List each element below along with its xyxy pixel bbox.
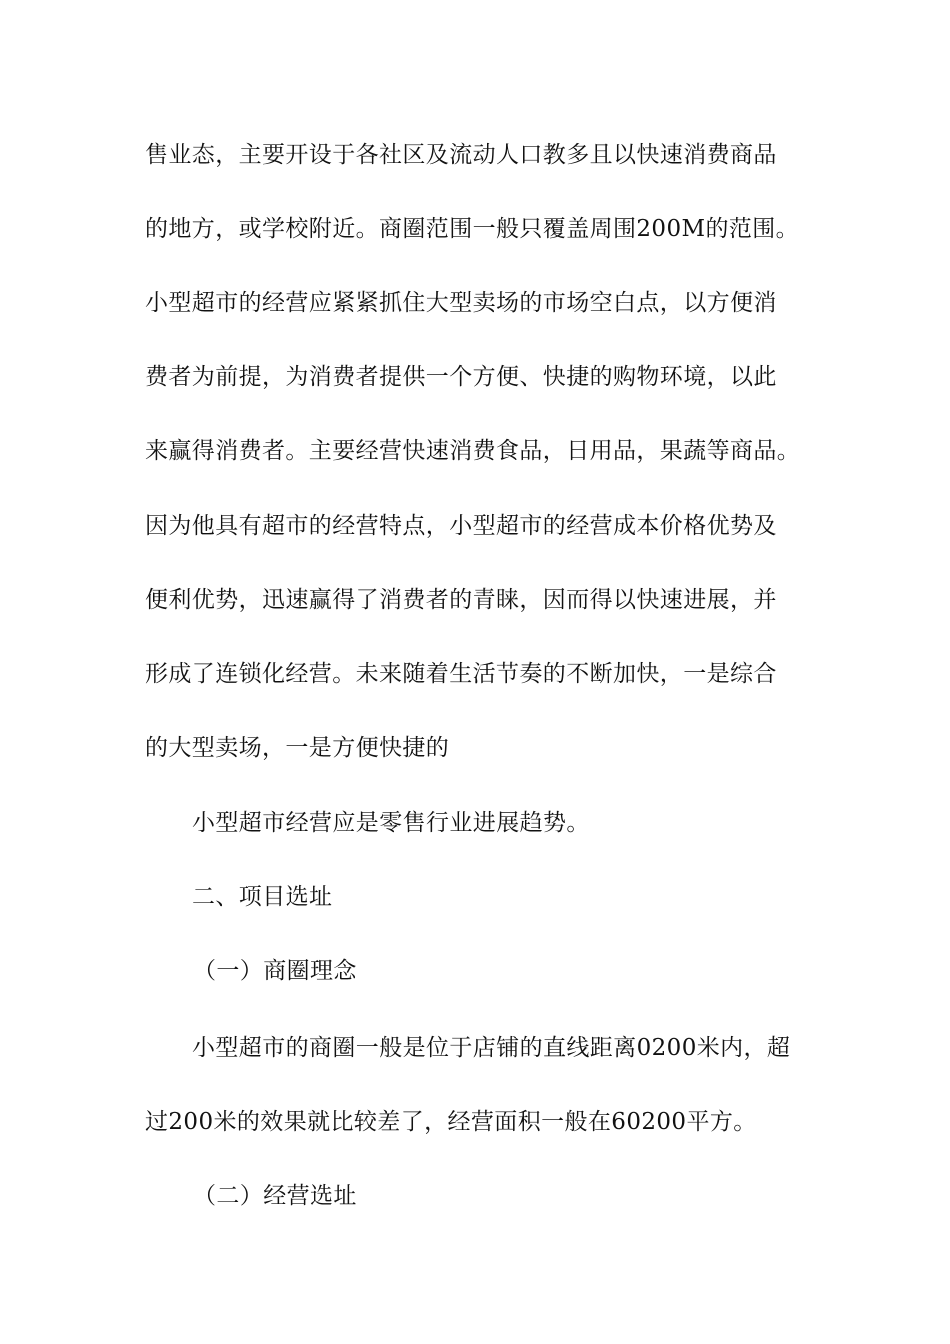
paragraph-trend-statement: 小型超市经营应是零售行业进展趋势。 (192, 810, 590, 836)
paragraph-line-4: 费者为前提，为消费者提供一个方便、快捷的购物环境，以此 (145, 364, 777, 390)
section-heading-site-selection: 二、项目选址 (192, 884, 333, 910)
paragraph-line-9: 的大型卖场，一是方便快捷的 (145, 735, 450, 761)
paragraph-line-2: 的地方，或学校附近。商圈范围一般只覆盖周围200M的范围。 (145, 216, 800, 242)
subsection-heading-business-location: （二）经营选址 (193, 1183, 357, 1209)
paragraph-line-1: 售业态，主要开设于各社区及流动人口教多且以快速消费商品 (145, 142, 777, 168)
paragraph-line-5: 来赢得消费者。主要经营快速消费食品，日用品，果蔬等商品。 (145, 438, 801, 464)
subsection-heading-trade-area: （一）商圈理念 (193, 958, 357, 984)
paragraph-trade-area-line-2: 过200米的效果就比较差了，经营面积一般在60200平方。 (145, 1109, 757, 1135)
paragraph-line-6: 因为他具有超市的经营特点，小型超市的经营成本价格优势及 (145, 513, 777, 539)
paragraph-line-7: 便利优势，迅速赢得了消费者的青睐，因而得以快速进展，并 (145, 587, 777, 613)
paragraph-trade-area-line-1: 小型超市的商圈一般是位于店铺的直线距离0200米内，超 (192, 1035, 791, 1061)
paragraph-line-8: 形成了连锁化经营。未来随着生活节奏的不断加快，一是综合 (145, 661, 777, 687)
paragraph-line-3: 小型超市的经营应紧紧抓住大型卖场的市场空白点，以方便消 (145, 290, 777, 316)
